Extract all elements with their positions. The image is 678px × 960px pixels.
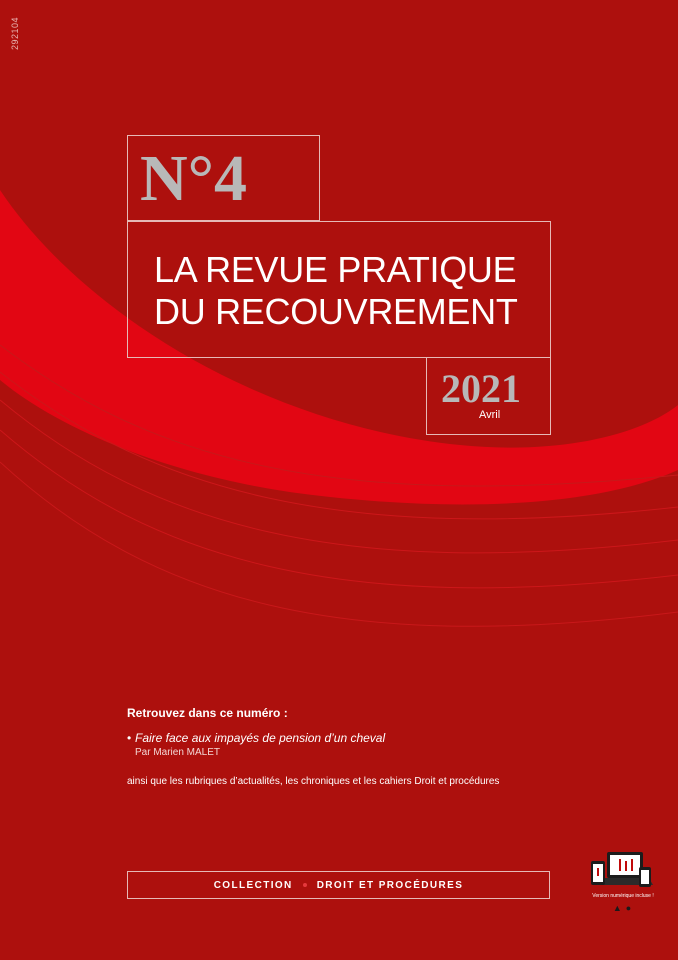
title-box [127,221,551,358]
bullet-icon: • [127,731,132,745]
date-box [426,358,551,435]
android-icon: ▲ [612,903,622,913]
issue-month: Avril [479,409,501,421]
collection-label: COLLECTION [213,879,293,891]
product-code: 292104 [10,16,20,50]
contents-heading: Retrouvez dans ce numéro : [127,706,288,720]
issue-number-box [127,135,320,221]
collection-banner [127,871,550,899]
devices-icon [583,851,663,893]
title-line-2: DU RECOUVREMENT [154,291,518,332]
article-title: Faire face aux impayés de pension d’un cheval [135,731,386,745]
also-text: ainsi que les rubriques d’actualités, les chroniques et les cahiers Droit et procédures [127,776,500,787]
issue-number: N°4 [140,142,248,215]
apple-icon: ● [625,903,632,913]
digital-version-label: Version numérique incluse ! [592,893,654,899]
issue-contents [127,705,607,788]
article-item [127,731,607,759]
digital-version-badge [583,851,663,921]
collection-name: DROIT ET PROCÉDURES [316,879,464,891]
separator-dot [303,883,307,887]
article-author: Par Marien MALET [135,747,221,758]
os-icons [605,903,639,913]
title-line-1: LA REVUE PRATIQUE [154,249,517,290]
issue-year: 2021 [441,366,521,411]
